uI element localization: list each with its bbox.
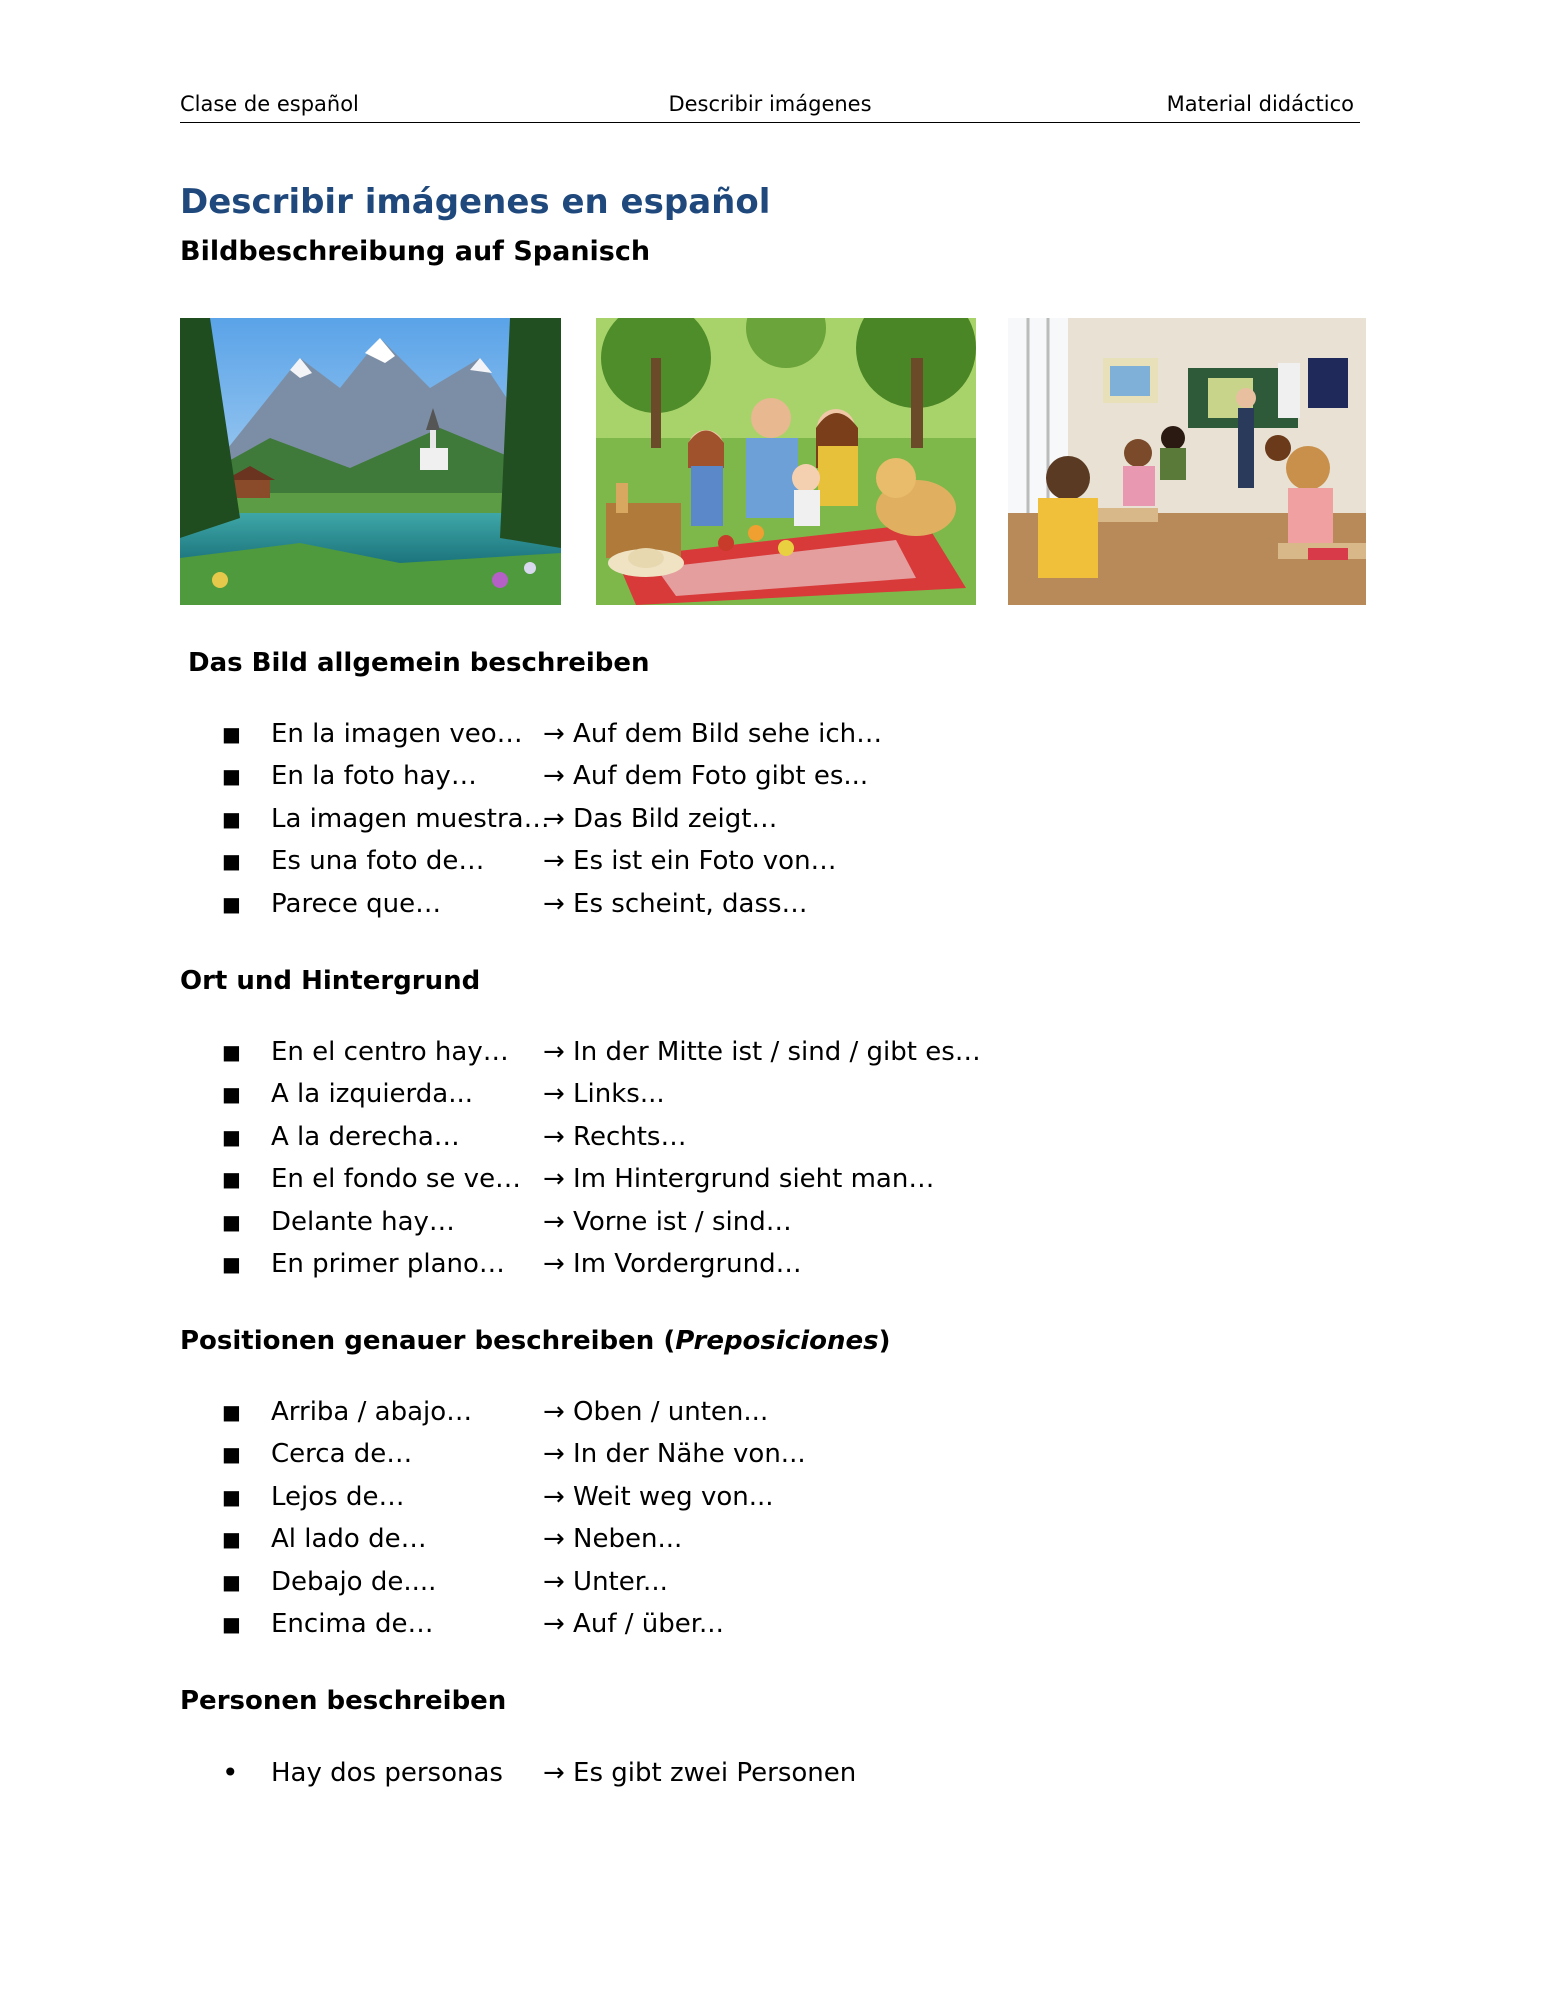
bullet-icon: ■ [222, 891, 241, 916]
bullet-icon: • [222, 1756, 239, 1789]
spanish-phrase: Es una foto de… [271, 846, 485, 877]
bullet-icon: ■ [222, 1442, 241, 1467]
section-title-emphasis: Preposiciones [675, 1326, 879, 1356]
bullet-icon: ■ [222, 1611, 241, 1636]
german-translation: → Im Vordergrund… [543, 1248, 802, 1279]
german-translation: → Links... [543, 1079, 665, 1110]
german-translation: → Im Hintergrund sieht man… [543, 1164, 935, 1195]
page-header [180, 90, 1360, 123]
bullet-icon: ■ [222, 1251, 241, 1276]
section-title-place: Ort und Hintergrund [180, 966, 481, 996]
bullet-icon: ■ [222, 1400, 241, 1424]
german-translation: → Es ist ein Foto von… [543, 846, 837, 877]
bullet-icon: ■ [222, 1082, 241, 1107]
spanish-phrase: Cerca de… [271, 1439, 413, 1470]
section-title-people: Personen beschreiben [180, 1686, 507, 1716]
section-title-positions [180, 1326, 891, 1356]
spanish-phrase: La imagen muestra… [271, 803, 550, 834]
section-title-closing: ) [878, 1326, 891, 1356]
header-right-text: Material didáctico [1166, 92, 1354, 116]
german-translation: → In der Mitte ist / sind / gibt es… [543, 1037, 981, 1067]
bullet-icon: ■ [222, 722, 241, 746]
page-subtitle: Bildbeschreibung auf Spanisch [180, 236, 651, 267]
spanish-phrase: Debajo de.... [271, 1566, 437, 1597]
spanish-phrase: Arriba / abajo… [271, 1397, 473, 1427]
bullet-icon: ■ [222, 806, 241, 831]
german-translation: → Auf dem Bild sehe ich… [543, 719, 883, 749]
spanish-phrase: Hay dos personas [271, 1758, 503, 1788]
german-translation: → Rechts… [543, 1121, 687, 1152]
german-translation: → Es gibt zwei Personen [543, 1758, 857, 1788]
header-center-text: Describir imágenes [668, 92, 872, 116]
spanish-phrase: A la izquierda... [271, 1079, 474, 1110]
bullet-icon: ■ [222, 1124, 241, 1149]
german-translation: → Das Bild zeigt… [543, 803, 778, 834]
spanish-phrase: En la imagen veo… [271, 719, 523, 749]
german-translation: → Neben... [543, 1524, 683, 1555]
spanish-phrase: En primer plano… [271, 1248, 505, 1279]
spanish-phrase: Lejos de… [271, 1481, 405, 1512]
german-translation: → In der Nähe von... [543, 1439, 806, 1470]
bullet-icon: ■ [222, 1527, 241, 1552]
bullet-icon: ■ [222, 849, 241, 874]
german-translation: → Auf / über... [543, 1608, 724, 1639]
bullet-icon: ■ [222, 1167, 241, 1192]
bullet-icon: ■ [222, 764, 241, 789]
bullet-icon: ■ [222, 1484, 241, 1509]
landscape-image [180, 318, 561, 605]
german-translation: → Oben / unten... [543, 1397, 769, 1427]
classroom-image [1008, 318, 1366, 605]
header-left-text: Clase de español [180, 92, 359, 116]
spanish-phrase: Encima de… [271, 1608, 434, 1639]
spanish-phrase: Parece que… [271, 888, 442, 919]
section-title-general: Das Bild allgemein beschreiben [188, 648, 650, 678]
spanish-phrase: Delante hay… [271, 1206, 455, 1237]
bullet-icon: ■ [222, 1209, 241, 1234]
section-title-text: Positionen genauer beschreiben ( [180, 1326, 676, 1356]
german-translation: → Es scheint, dass… [543, 888, 808, 919]
spanish-phrase: En el centro hay… [271, 1037, 509, 1067]
german-translation: → Vorne ist / sind… [543, 1206, 792, 1237]
page-title: Describir imágenes en español [180, 182, 771, 222]
german-translation: → Unter... [543, 1566, 668, 1597]
bullet-icon: ■ [222, 1569, 241, 1594]
german-translation: → Auf dem Foto gibt es... [543, 761, 869, 792]
bullet-icon: ■ [222, 1040, 241, 1064]
spanish-phrase: A la derecha… [271, 1121, 460, 1152]
german-translation: → Weit weg von... [543, 1481, 774, 1512]
spanish-phrase: En el fondo se ve… [271, 1164, 522, 1195]
picnic-image [596, 318, 976, 605]
spanish-phrase: En la foto hay… [271, 761, 477, 792]
spanish-phrase: Al lado de… [271, 1524, 427, 1555]
